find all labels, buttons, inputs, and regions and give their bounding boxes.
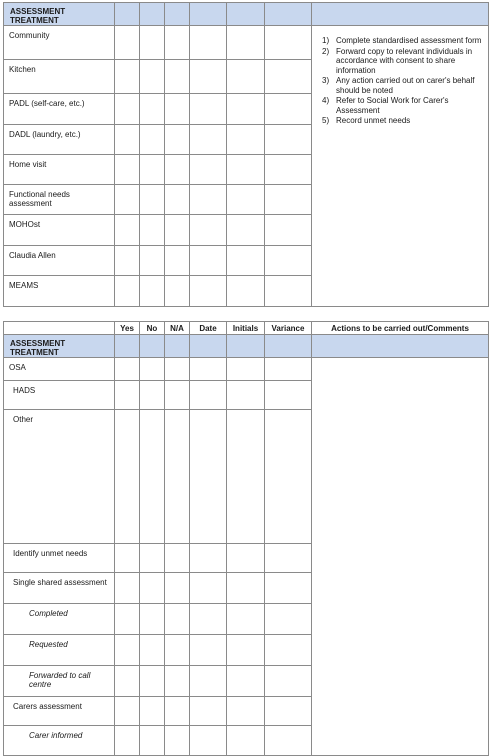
- variance-cell[interactable]: [265, 697, 312, 726]
- no-cell[interactable]: [140, 155, 165, 185]
- na-cell[interactable]: [165, 604, 190, 635]
- row-label: Kitchen: [4, 60, 115, 94]
- row-label: Forwarded to call centre: [4, 666, 115, 697]
- date-cell[interactable]: [190, 726, 227, 756]
- no-cell[interactable]: [140, 276, 165, 307]
- no-cell[interactable]: [140, 60, 165, 94]
- no-cell[interactable]: [140, 573, 165, 604]
- yes-cell[interactable]: [115, 635, 140, 666]
- row-label: MEAMS: [4, 276, 115, 307]
- no-cell[interactable]: [140, 125, 165, 155]
- variance-cell[interactable]: [265, 666, 312, 697]
- yes-cell[interactable]: [115, 573, 140, 604]
- na-cell[interactable]: [165, 60, 190, 94]
- yes-cell[interactable]: [115, 666, 140, 697]
- variance-cell[interactable]: [265, 544, 312, 573]
- no-cell[interactable]: [140, 381, 165, 410]
- na-cell[interactable]: [165, 410, 190, 544]
- header-na: N/A: [165, 322, 190, 335]
- initials-cell[interactable]: [227, 276, 265, 307]
- variance-cell[interactable]: [265, 410, 312, 544]
- na-cell[interactable]: [165, 155, 190, 185]
- no-cell[interactable]: [140, 185, 165, 215]
- assessment-table-2: [3, 321, 489, 756]
- variance-cell[interactable]: [265, 573, 312, 604]
- variance-cell[interactable]: [265, 358, 312, 381]
- instruction-item: 4) Refer to Social Work for Carer's Assessment: [322, 96, 449, 115]
- comments-cell[interactable]: [312, 358, 489, 756]
- yes-cell[interactable]: [115, 544, 140, 573]
- initials-cell[interactable]: [227, 246, 265, 276]
- initials-cell[interactable]: [227, 155, 265, 185]
- assessment-table-1: [3, 2, 489, 307]
- date-cell[interactable]: [190, 381, 227, 410]
- date-cell[interactable]: [190, 410, 227, 544]
- row-label: Home visit: [4, 155, 115, 185]
- variance-cell[interactable]: [265, 635, 312, 666]
- header-variance: Variance: [265, 322, 312, 335]
- yes-cell[interactable]: [115, 381, 140, 410]
- date-cell[interactable]: [190, 573, 227, 604]
- initials-cell[interactable]: [227, 26, 265, 60]
- date-cell[interactable]: [190, 358, 227, 381]
- na-cell[interactable]: [165, 185, 190, 215]
- row-label: Claudia Allen: [4, 246, 115, 276]
- no-cell[interactable]: [140, 26, 165, 60]
- initials-cell[interactable]: [227, 410, 265, 544]
- yes-cell[interactable]: [115, 26, 140, 60]
- no-cell[interactable]: [140, 604, 165, 635]
- row-label: Other: [4, 410, 115, 544]
- na-cell[interactable]: [165, 697, 190, 726]
- variance-cell[interactable]: [265, 60, 312, 94]
- date-cell[interactable]: [190, 155, 227, 185]
- row-label: Requested: [4, 635, 115, 666]
- initials-cell[interactable]: [227, 573, 265, 604]
- na-cell[interactable]: [165, 358, 190, 381]
- date-cell[interactable]: [190, 544, 227, 573]
- variance-cell[interactable]: [265, 94, 312, 125]
- yes-cell[interactable]: [115, 604, 140, 635]
- header-actions: Actions to be carried out/Comments: [312, 322, 489, 335]
- row-label: Identify unmet needs: [4, 544, 115, 573]
- date-cell[interactable]: [190, 94, 227, 125]
- no-cell[interactable]: [140, 215, 165, 246]
- initials-cell[interactable]: [227, 215, 265, 246]
- na-cell[interactable]: [165, 246, 190, 276]
- variance-cell[interactable]: [265, 246, 312, 276]
- variance-cell[interactable]: [265, 155, 312, 185]
- column-header-row: [4, 322, 489, 335]
- yes-cell[interactable]: [115, 215, 140, 246]
- variance-cell[interactable]: [265, 26, 312, 60]
- yes-cell[interactable]: [115, 726, 140, 756]
- no-cell[interactable]: [140, 697, 165, 726]
- na-cell[interactable]: [165, 125, 190, 155]
- section-title: ASSESSMENT TREATMENT: [4, 335, 115, 358]
- date-cell[interactable]: [190, 276, 227, 307]
- header-yes: Yes: [115, 322, 140, 335]
- yes-cell[interactable]: [115, 94, 140, 125]
- yes-cell[interactable]: [115, 410, 140, 544]
- no-cell[interactable]: [140, 94, 165, 125]
- no-cell[interactable]: [140, 410, 165, 544]
- na-cell[interactable]: [165, 26, 190, 60]
- table-row: [4, 358, 489, 381]
- yes-cell[interactable]: [115, 60, 140, 94]
- header-no: No: [140, 322, 165, 335]
- yes-cell[interactable]: [115, 185, 140, 215]
- row-label: Functional needs assessment: [4, 185, 115, 215]
- na-cell[interactable]: [165, 544, 190, 573]
- date-cell[interactable]: [190, 635, 227, 666]
- date-cell[interactable]: [190, 666, 227, 697]
- date-cell[interactable]: [190, 26, 227, 60]
- instructions-cell: [312, 26, 489, 307]
- na-cell[interactable]: [165, 276, 190, 307]
- instruction-item: 2) Forward copy to relevant individuals in accordance with consent to share information: [322, 46, 473, 75]
- yes-cell[interactable]: [115, 125, 140, 155]
- na-cell[interactable]: [165, 94, 190, 125]
- na-cell[interactable]: [165, 381, 190, 410]
- section-title: ASSESSMENT TREATMENT: [4, 3, 115, 26]
- instruction-item: 3) Any action carried out on carer's behalf should be noted: [322, 76, 475, 95]
- variance-cell[interactable]: [265, 185, 312, 215]
- na-cell[interactable]: [165, 726, 190, 756]
- variance-cell[interactable]: [265, 215, 312, 246]
- row-label: Community: [4, 26, 115, 60]
- row-label: PADL (self-care, etc.): [4, 94, 115, 125]
- yes-cell[interactable]: [115, 276, 140, 307]
- row-label: OSA: [4, 358, 115, 381]
- initials-cell[interactable]: [227, 544, 265, 573]
- table-row: [4, 26, 489, 60]
- initials-cell[interactable]: [227, 125, 265, 155]
- no-cell[interactable]: [140, 726, 165, 756]
- yes-cell[interactable]: [115, 155, 140, 185]
- variance-cell[interactable]: [265, 381, 312, 410]
- variance-cell[interactable]: [265, 125, 312, 155]
- no-cell[interactable]: [140, 635, 165, 666]
- date-cell[interactable]: [190, 185, 227, 215]
- na-cell[interactable]: [165, 666, 190, 697]
- initials-cell[interactable]: [227, 185, 265, 215]
- row-label: DADL (laundry, etc.): [4, 125, 115, 155]
- yes-cell[interactable]: [115, 246, 140, 276]
- section-header-row: [4, 3, 489, 26]
- date-cell[interactable]: [190, 246, 227, 276]
- date-cell[interactable]: [190, 604, 227, 635]
- no-cell[interactable]: [140, 246, 165, 276]
- date-cell[interactable]: [190, 60, 227, 94]
- row-label: Carer informed: [4, 726, 115, 756]
- date-cell[interactable]: [190, 215, 227, 246]
- header-initials: Initials: [227, 322, 265, 335]
- header-date: Date: [190, 322, 227, 335]
- initials-cell[interactable]: [227, 381, 265, 410]
- na-cell[interactable]: [165, 215, 190, 246]
- initials-cell[interactable]: [227, 697, 265, 726]
- row-label: Completed: [4, 604, 115, 635]
- yes-cell[interactable]: [115, 697, 140, 726]
- variance-cell[interactable]: [265, 604, 312, 635]
- initials-cell[interactable]: [227, 60, 265, 94]
- row-label: MOHOst: [4, 215, 115, 246]
- row-label: Carers assessment: [4, 697, 115, 726]
- initials-cell[interactable]: [227, 604, 265, 635]
- no-cell[interactable]: [140, 358, 165, 381]
- variance-cell[interactable]: [265, 276, 312, 307]
- no-cell[interactable]: [140, 666, 165, 697]
- row-label: Single shared assessment: [4, 573, 115, 604]
- initials-cell[interactable]: [227, 666, 265, 697]
- date-cell[interactable]: [190, 125, 227, 155]
- initials-cell[interactable]: [227, 358, 265, 381]
- initials-cell[interactable]: [227, 726, 265, 756]
- date-cell[interactable]: [190, 697, 227, 726]
- initials-cell[interactable]: [227, 94, 265, 125]
- section-header-row: [4, 335, 489, 358]
- na-cell[interactable]: [165, 573, 190, 604]
- instructions-list: [322, 36, 484, 126]
- variance-cell[interactable]: [265, 726, 312, 756]
- instruction-item: 1) Complete standardised assessment form: [322, 36, 482, 45]
- no-cell[interactable]: [140, 544, 165, 573]
- row-label: HADS: [4, 381, 115, 410]
- na-cell[interactable]: [165, 635, 190, 666]
- initials-cell[interactable]: [227, 635, 265, 666]
- yes-cell[interactable]: [115, 358, 140, 381]
- instruction-item: 5) Record unmet needs: [322, 116, 411, 125]
